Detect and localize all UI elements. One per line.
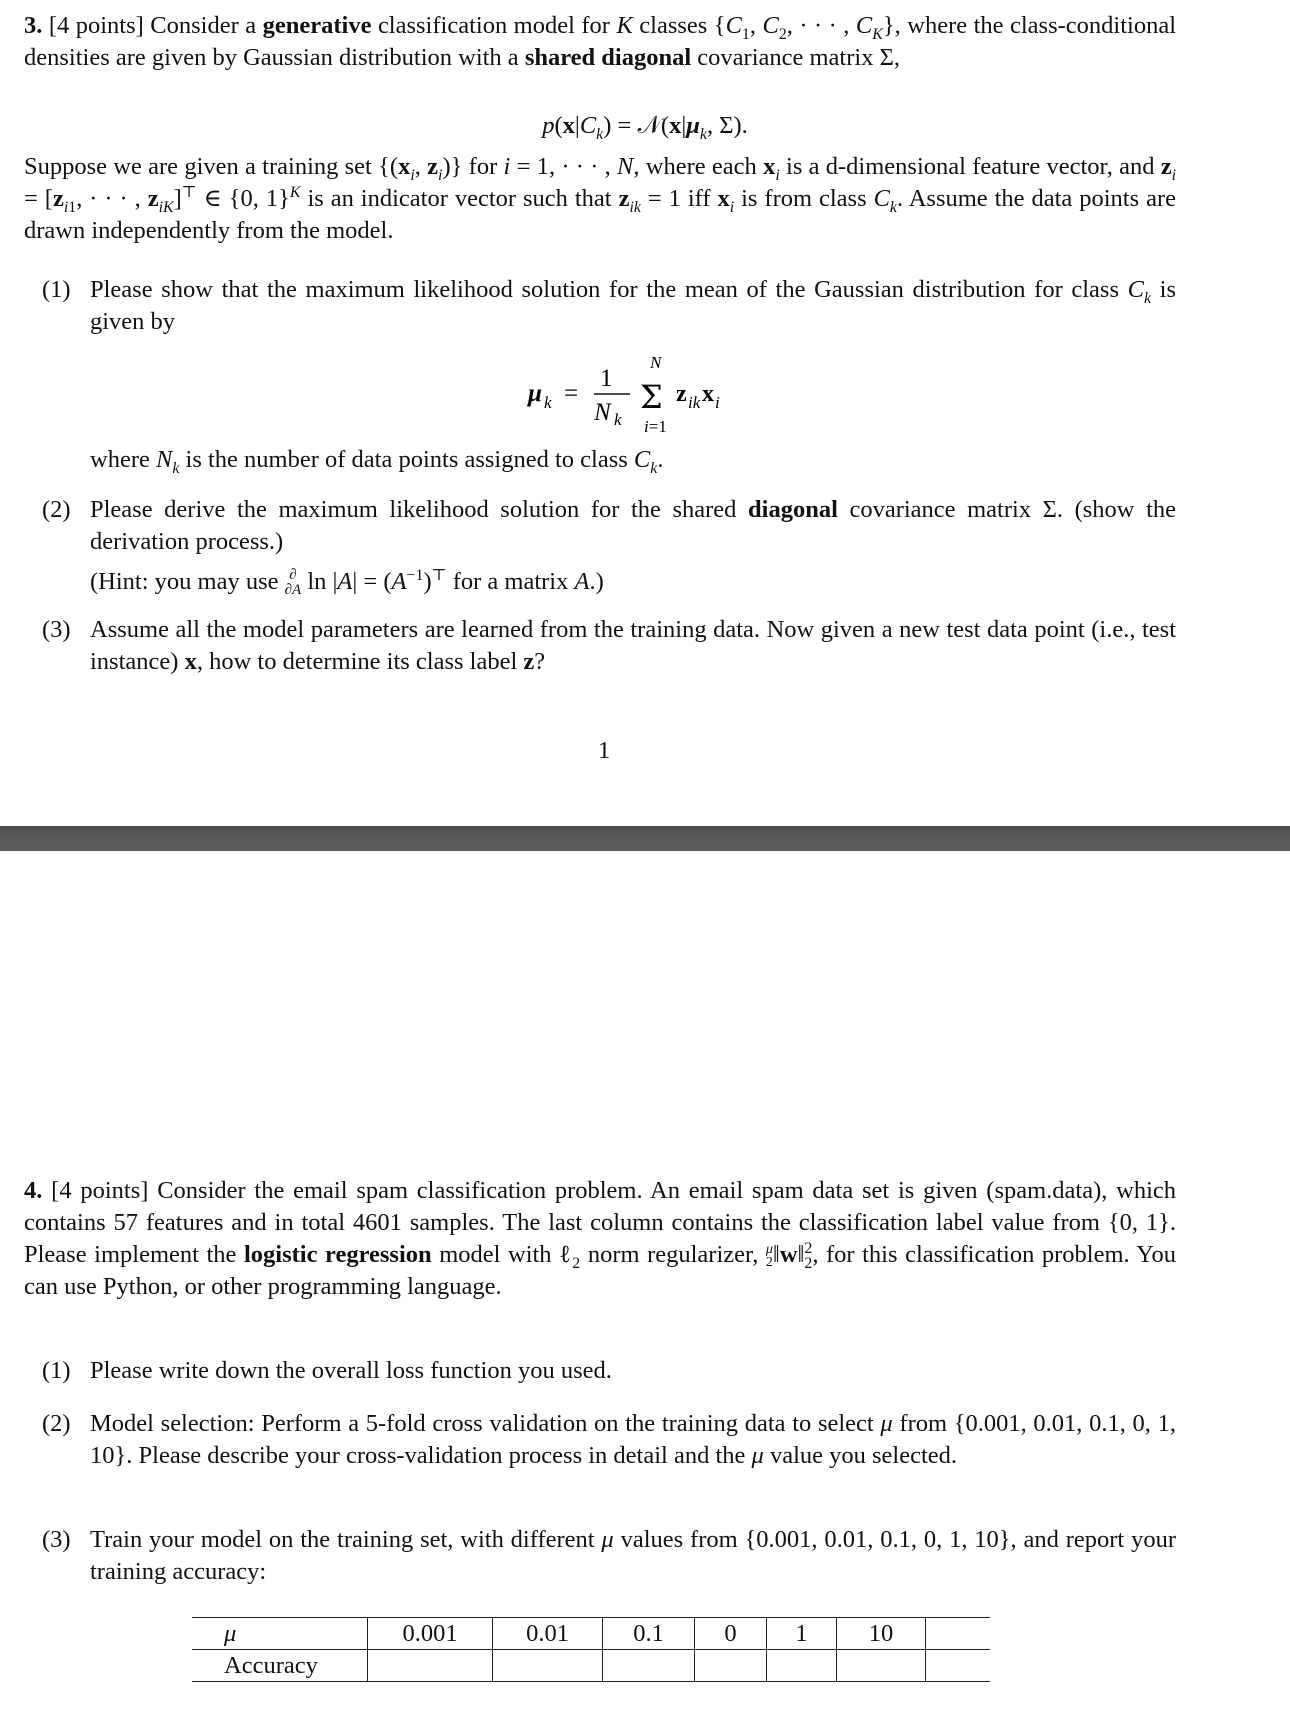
svg-text:k: k xyxy=(544,393,552,412)
q4-item-3-number: (3) xyxy=(42,1526,71,1553)
density-equation: $p(x|C_k)$ = $𝒩(x|\mu_k$, Σ). xyxy=(542,112,748,143)
q4-item-2-number: (2) xyxy=(42,1410,71,1437)
accuracy-input-cell[interactable] xyxy=(493,1650,603,1682)
svg-text:Σ: Σ xyxy=(640,378,663,416)
table-header-mu: μ xyxy=(192,1618,368,1650)
q3-setup: Suppose we are given a training set {($x_i$, $z_i$)} for i = 1, · · · , N, where each $x_i$ is a d-dimensional feature vector, and $z_i = [z_{i1}$, · · · , $z_{iK}]^⊤$ ∈ {0, 1}$^K$ is an indicator vector such that $z_{ik} = 1$ iff $x_i$ is from class $C_k$. Assume the data points are drawn independently from the model. xyxy=(24,153,1177,244)
table-cell: 0.1 xyxy=(603,1618,695,1650)
svg-text:i=1: i=1 xyxy=(644,417,667,436)
q4-number: 4. xyxy=(24,1177,43,1204)
svg-text:N: N xyxy=(650,353,662,372)
q3-item-2-hint: (Hint: you may use ∂ ∂A $\ln |A| = (A^{-1})^⊤$ for a matrix A.) xyxy=(90,566,604,599)
q3-item-2-number: (2) xyxy=(42,496,71,523)
svg-text:=: = xyxy=(564,380,579,407)
table-cell xyxy=(926,1618,991,1650)
mean-solution-equation xyxy=(526,350,786,440)
q4-item-2: Model selection: Perform a 5-fold cross validation on the training data to select μ from {0.001, 0.01, 0.1, 0, 1, 10}. Please describe your cross-validation process in detail and the μ value you selected. xyxy=(90,1410,1176,1469)
q4-item-3: Train your model on the training set, with different μ values from {0.001, 0.01, 0.1, 0, 1, 10}, and report your training accuracy: xyxy=(90,1526,1177,1585)
svg-text:x: x xyxy=(702,381,714,407)
q3-item-2: Please derive the maximum likelihood solution for the shared diagonal covariance matrix Σ. (show the derivation process.) xyxy=(90,496,1177,555)
svg-text:ik: ik xyxy=(688,393,701,412)
q4-item-1-number: (1) xyxy=(42,1357,71,1384)
accuracy-input-cell[interactable] xyxy=(767,1650,837,1682)
table-row xyxy=(192,1650,990,1682)
table-cell: 0.01 xyxy=(493,1618,603,1650)
table-cell: 1 xyxy=(767,1618,837,1650)
q3-item-1-number: (1) xyxy=(42,276,71,303)
svg-text:N: N xyxy=(594,399,611,426)
page-1: 3. [4 points] Consider a generative classification model for K classes {$C_1$, $C_2$, · · · , $C_K$}, where the class-conditional densities are given by Gaussian distribution with a shared diagonal covariance matrix Σ, $p(x|C_k)$ = $𝒩(x|\mu_k$, Σ). Suppose we are given a training set {($x_i$, $z_i$)} for i = 1, · · · , N, where each $x_i$ is a d-dimensional feature vector, and $z_i = [z_{i1}$, · · · , $z_{iK}]^⊤$ ∈ {0, 1}$^K$ is an indicator vector such that $z_{ik} = 1$ iff $x_i$ is from class $C_k$. Assume the data points are drawn independently from the model. (1) Please show that the maximum likelihood solution for the mean of the Gaussian distribution for class $C_k$ is given by μ k = 1 N k N Σ i=1 z ik x i where $N_k$ is the number of data points assigned to class $C_k$. (2) Please derive the maximum likelihood solution for the shared diagonal covariance matrix Σ. (show the derivation process.) (Hint: you may use ∂ ∂A $\ln |A| = (A^{-1})^⊤$ for a matrix A.) (3) Assume all the model parameters are learned from the training data. Now given a new test data point (i.e., test instance) x, how to determine its class label z? 1 xyxy=(0,0,1290,826)
q3-number: 3. xyxy=(24,12,43,39)
q3-item-1: Please show that the maximum likelihood solution for the mean of the Gaussian distribution for class $C_k$ is given by xyxy=(90,276,1177,335)
table-cell: 0.001 xyxy=(368,1618,493,1650)
table-row xyxy=(192,1618,990,1650)
q4-item-1: Please write down the overall loss function you used. xyxy=(90,1357,612,1384)
svg-text:z: z xyxy=(676,381,687,407)
svg-text:i: i xyxy=(715,393,720,412)
svg-text:k: k xyxy=(614,410,622,429)
table-cell: 0 xyxy=(695,1618,767,1650)
q4-intro: 4. [4 points] Consider the email spam classification problem. An email spam data set is given (spam.data), which contains 57 features and in total 4601 samples. The last column contains the classification label value from {0, 1}. Please implement the logistic regression model with ℓ$_2$ norm regularizer, μ 2‖w‖$^2_2$, for this classification problem. You can use Python, or other programming language. xyxy=(24,1177,1177,1300)
svg-text:μ: μ xyxy=(528,380,542,407)
accuracy-table xyxy=(192,1617,990,1682)
q3-item-3-number: (3) xyxy=(42,616,71,643)
accuracy-input-cell[interactable] xyxy=(926,1650,991,1682)
q3-item-1-where: where $N_k$ is the number of data points assigned to class $C_k$. xyxy=(90,446,664,477)
accuracy-input-cell[interactable] xyxy=(837,1650,926,1682)
page-separator xyxy=(0,826,1290,851)
table-cell: 10 xyxy=(837,1618,926,1650)
accuracy-input-cell[interactable] xyxy=(368,1650,493,1682)
q3-intro: 3. [4 points] Consider a generative classification model for K classes {$C_1$, $C_2$, · · · , $C_K$}, where the class-conditional densities are given by Gaussian distribution with a shared diagonal covariance matrix Σ, xyxy=(24,12,1177,71)
table-header-accuracy: Accuracy xyxy=(192,1650,368,1682)
q3-points: [4 points] xyxy=(48,12,144,39)
q3-item-3: Assume all the model parameters are learned from the training data. Now given a new test data point (i.e., test instance) x, how to determine its class label z? xyxy=(90,616,1176,675)
q4-points: [4 points] xyxy=(51,1177,149,1204)
accuracy-input-cell[interactable] xyxy=(695,1650,767,1682)
accuracy-input-cell[interactable] xyxy=(603,1650,695,1682)
svg-text:1: 1 xyxy=(600,365,613,392)
